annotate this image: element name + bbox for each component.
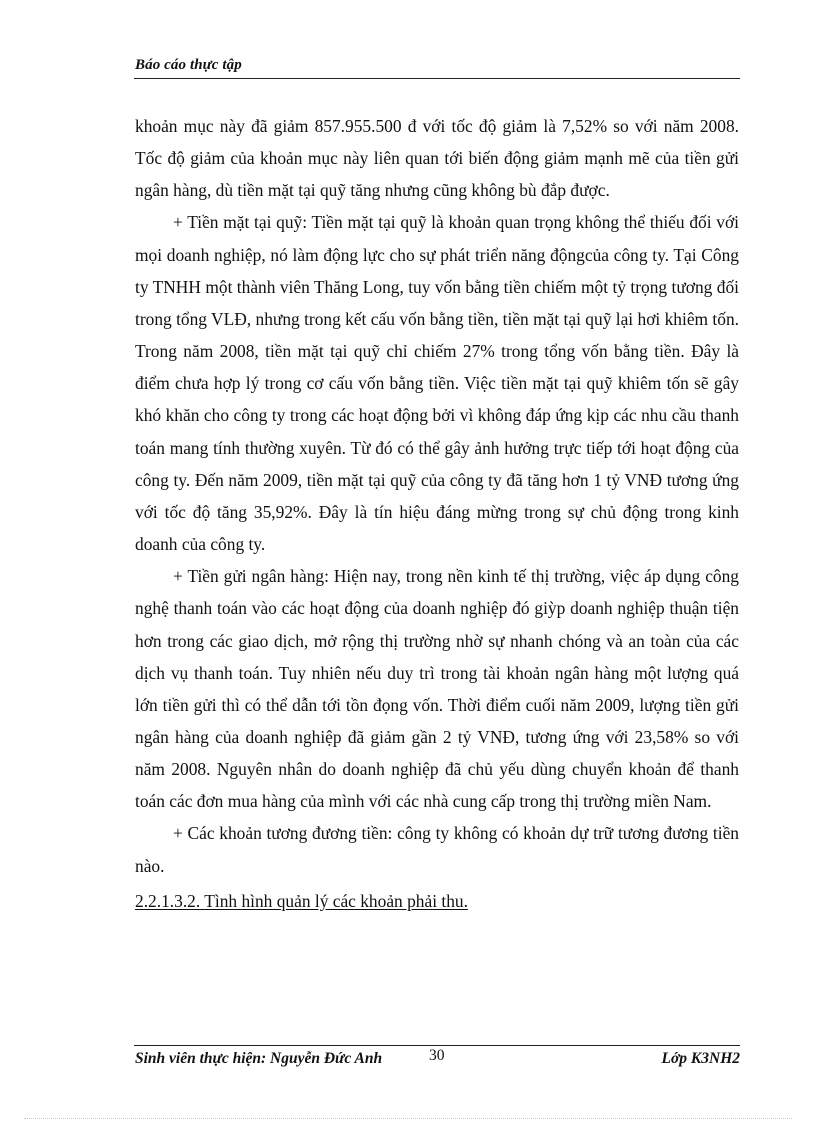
paragraph-bank-deposits: + Tiền gửi ngân hàng: Hiện nay, trong nền kinh tế thị trường, việc áp dụng công nghệ thanh toán vào các hoạt động của doanh nghiệp đó giỳp doanh nghiệp thuận tiện hơn trong các giao dịch, mở rộng thị trường nhờ sự nhanh chóng và an toàn của các dịch vụ thanh toán. Tuy nhiên nếu duy trì trong tài khoản ngân hàng một lượng quá lớn tiền gửi thì có thể dẫn tới tồn đọng vốn. Thời điểm cuối năm 2009, lượng tiền gửi ngân hàng của doanh nghiệp đã giảm gần 2 tỷ VNĐ, tương ứng với 23,58% so với năm 2008. Nguyên nhân do doanh nghiệp đã chủ yếu dùng chuyển khoản để thanh toán các đơn mua hàng của mình với các nhà cung cấp trong thị trường miền Nam. <box>135 566 739 812</box>
paragraph-cash-on-hand: + Tiền mặt tại quỹ: Tiền mặt tại quỹ là khoản quan trọng không thể thiếu đối với mọi doanh nghiệp, nó làm động lực cho sự phát triển năng độngcủa công ty. Tại Công ty TNHH một thành viên Thăng Long, tuy vốn bằng tiền chiếm một tỷ trọng tương đối trong tổng VLĐ, nhưng trong kết cấu vốn bằng tiền, tiền mặt tại quỹ lại hơi khiêm tốn. Trong năm 2008, tiền mặt tại quỹ chỉ chiếm 27% trong tổng vốn bằng tiền. Đây là điểm chưa hợp lý trong cơ cấu vốn bằng tiền. Việc tiền mặt tại quỹ khiêm tốn sẽ gây khó khăn cho công ty trong các hoạt động bởi vì không đáp ứng kịp các nhu cầu thanh toán mang tính thường xuyên. Từ đó có thể gây ảnh hưởng trực tiếp tới hoạt động của công ty. Đến năm 2009, tiền mặt tại quỹ của công ty đã tăng hơn 1 tỷ VNĐ tương ứng với tốc độ tăng 35,92%. Đây là tín hiệu đáng mừng trong sự chủ động trong kinh doanh của công ty. <box>135 212 739 555</box>
page-footer <box>134 1045 740 1072</box>
section-heading: 2.2.1.3.2. Tình hình quản lý các khoản phải thu. <box>135 890 468 911</box>
page-bottom-divider <box>24 1118 792 1119</box>
paragraph-continuation: khoản mục này đã giảm 857.955.500 đ với tốc độ giảm là 7,52% so với năm 2008. Tốc độ giảm của khoản mục này liên quan tới biến động giảm mạnh mẽ của tiền gửi ngân hàng, dù tiền mặt tại quỹ tăng nhưng cũng không bù đắp được. <box>135 116 739 201</box>
footer-class-label: Lớp K3NH2 <box>661 1050 740 1067</box>
page-number: 30 <box>429 1047 445 1064</box>
footer-student-name: Sinh viên thực hiện: Nguyễn Đức Anh <box>135 1050 383 1067</box>
page-header <box>134 56 740 79</box>
document-body <box>135 110 739 915</box>
paragraph-cash-equivalents: + Các khoản tương đương tiền: công ty không có khoản dự trữ tương đương tiền nào. <box>135 823 739 876</box>
header-title: Báo cáo thực tập <box>135 57 242 73</box>
